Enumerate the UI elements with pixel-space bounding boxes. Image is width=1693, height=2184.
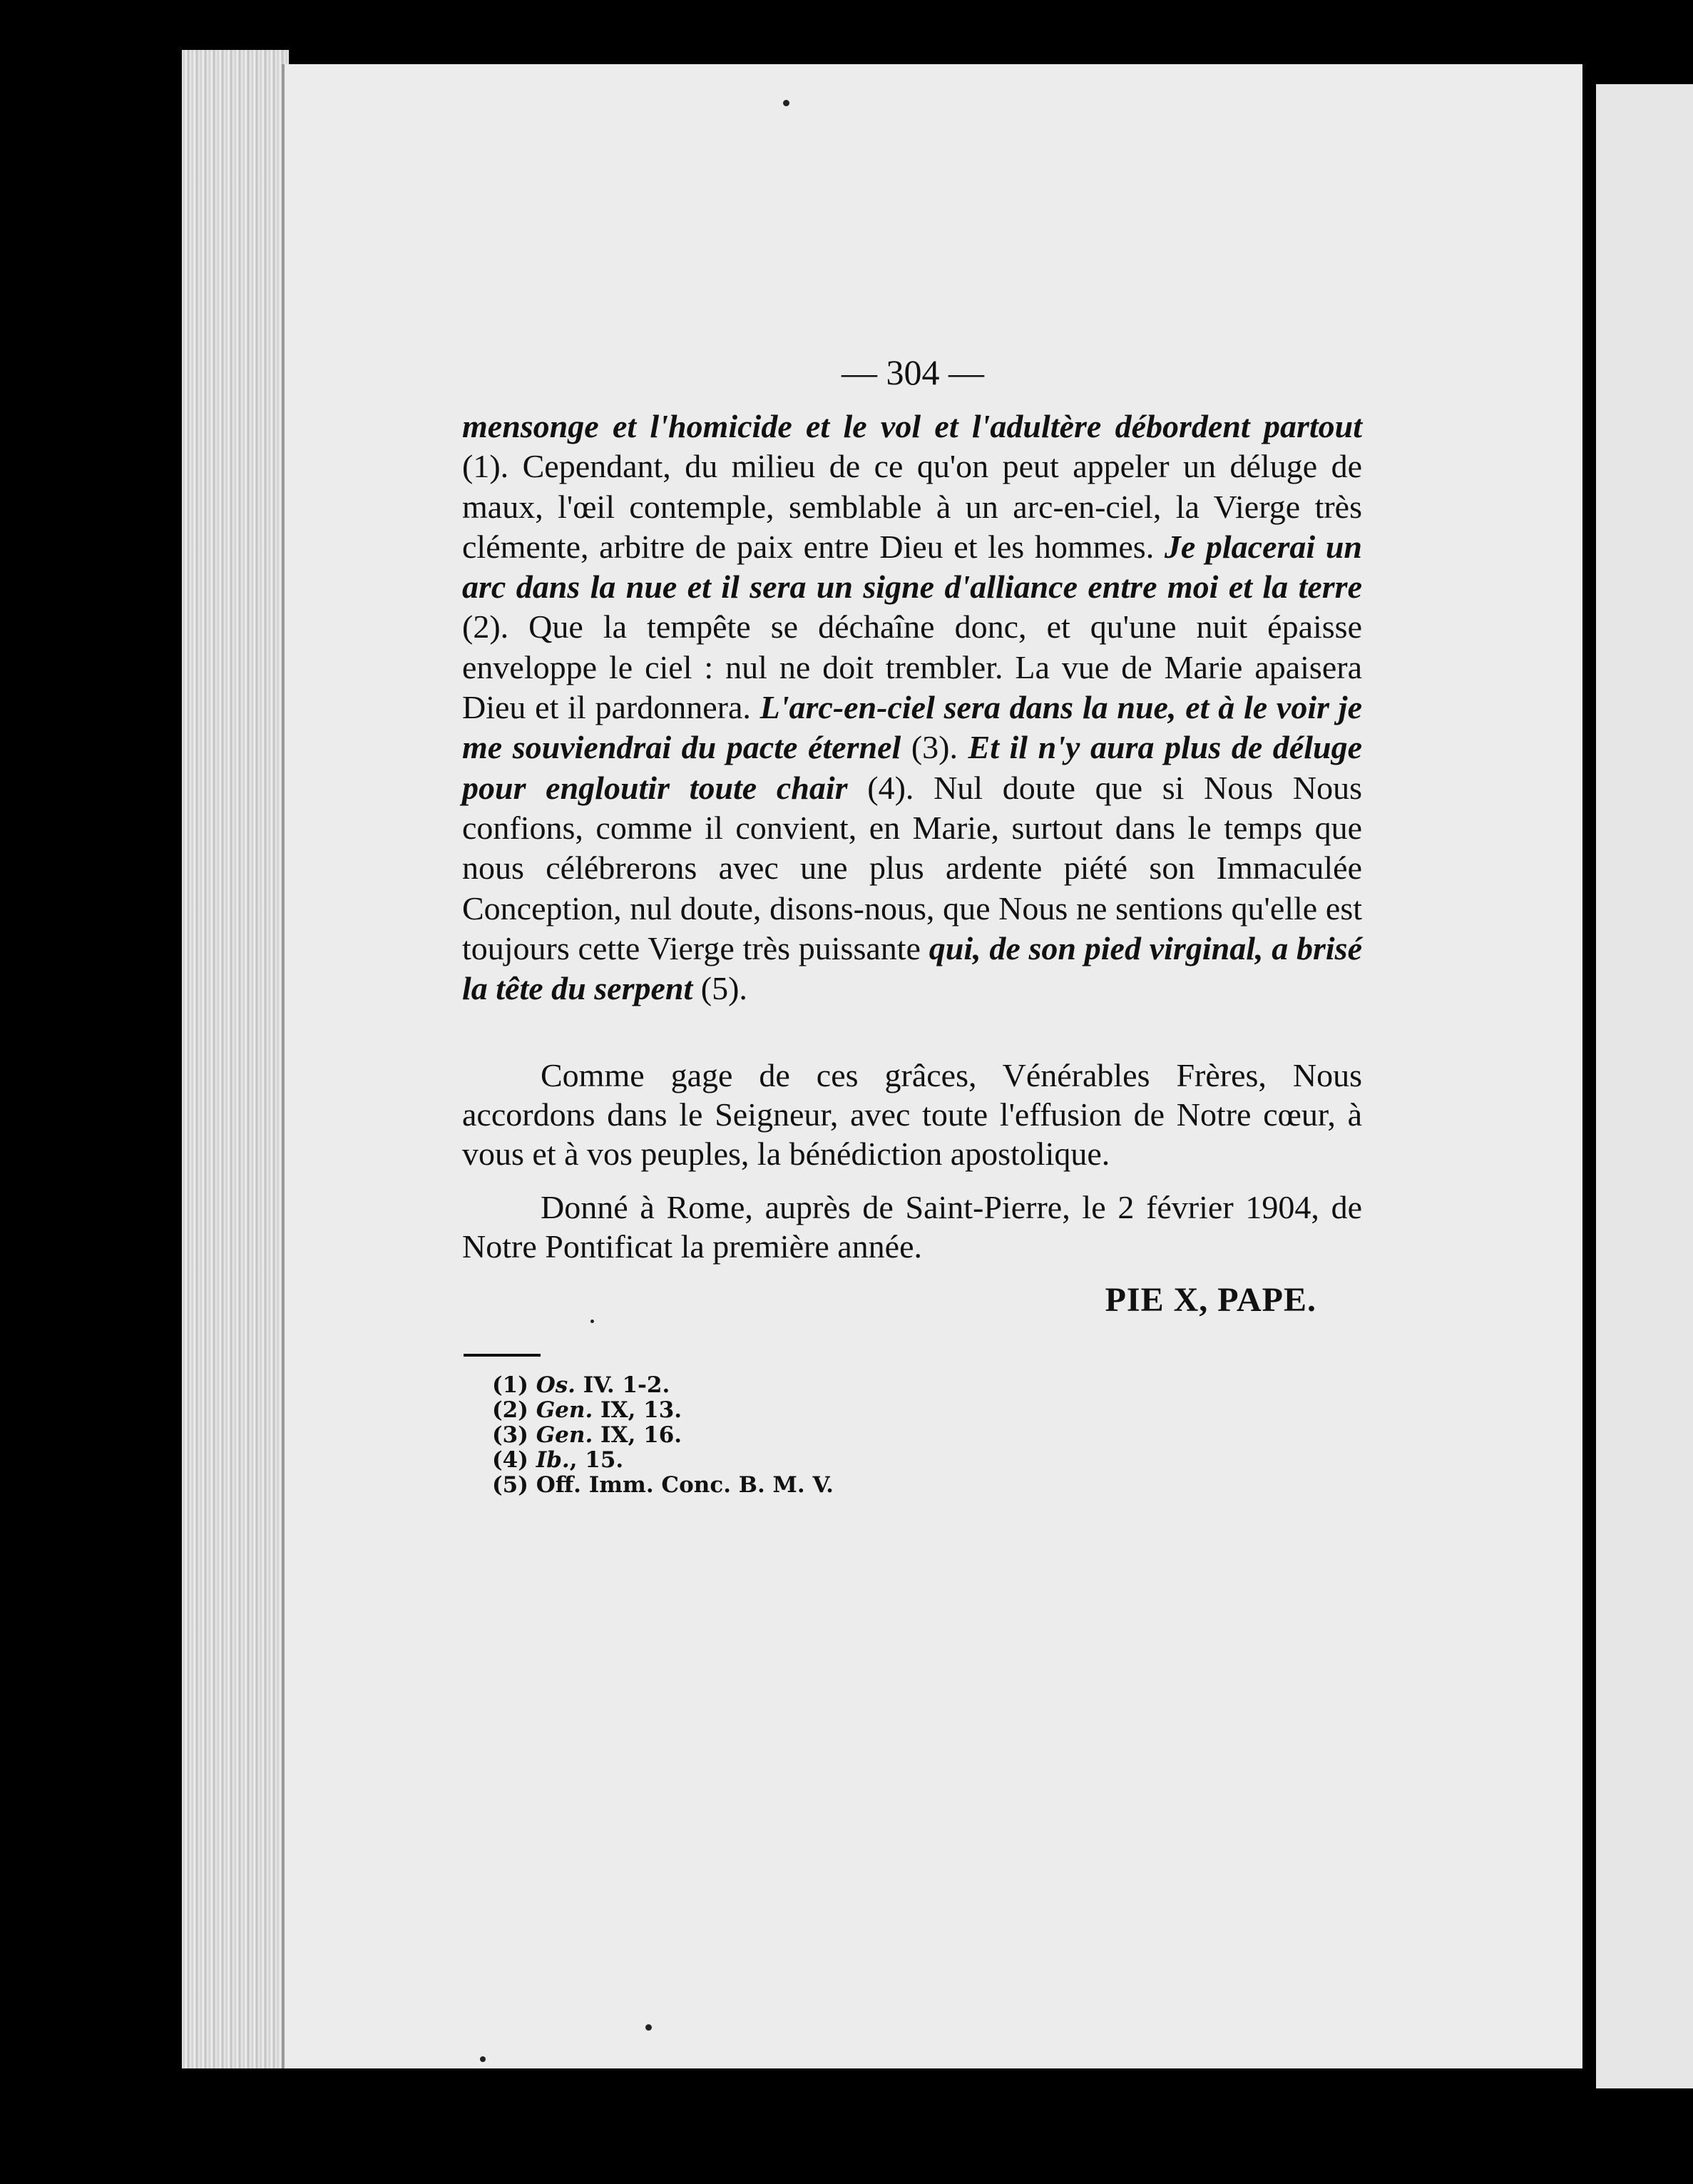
- scripture-quote: Je placerai un arc dans la nue et il sera un signe d'alliance entre moi et la terre: [462, 528, 1362, 606]
- text-run: (2). Que la tempête se déchaîne donc, et qu'une nuit épaisse enveloppe le ciel : nul ne doit trembler. La vue de Marie apaisera Dieu et il pardonnera.: [462, 608, 1362, 726]
- footnote-reference: Gen.: [536, 1397, 593, 1423]
- footnote-text: IX, 13.: [593, 1397, 682, 1423]
- print-speck: [645, 2024, 652, 2031]
- footnote-text: IV. 1-2.: [575, 1372, 670, 1398]
- footnote-reference: Ib.: [536, 1447, 570, 1473]
- footnote-number: (3): [492, 1422, 536, 1448]
- footnote-text: Off. Imm. Conc. B. M. V.: [536, 1472, 834, 1498]
- footnote-item: [492, 1473, 834, 1498]
- print-speck: [480, 2056, 486, 2062]
- footnote-reference: Gen.: [536, 1422, 593, 1448]
- footnote-item: [492, 1373, 834, 1398]
- scripture-quote: qui, de son pied virginal, a brisé la tête du serpent: [462, 929, 1362, 1007]
- scripture-quote: Et il n'y aura plus de déluge pour engloutir toute chair: [462, 729, 1362, 806]
- facing-page-edge: [1596, 84, 1693, 2088]
- footnote-reference: Os.: [536, 1372, 576, 1398]
- print-speck: [783, 100, 789, 106]
- footnote-text: , 15.: [569, 1447, 624, 1473]
- text-run: (1). Cependant, du milieu de ce qu'on peut appeler un déluge de maux, l'œil contemple, semblable à un arc-en-ciel, la Vierge très clémente, arbitre de paix entre Dieu et les hommes.: [462, 448, 1362, 565]
- footnote-number: (2): [492, 1397, 536, 1423]
- footnotes-list: [492, 1373, 834, 1498]
- text-run: (3).: [901, 729, 968, 766]
- footnote-text: IX, 16.: [593, 1422, 682, 1448]
- text-run: (4). Nul doute que si Nous Nous confions, comme il convient, en Marie, surtout dans le temps que nous célébrerons avec une plus ardente piété son Immaculée Conception, nul doute, disons-nous, que Nous ne sentions qu'elle est toujours cette Vierge très puissante: [462, 769, 1362, 966]
- book-page-edges: [182, 50, 289, 2068]
- footnote-number: (1): [492, 1372, 536, 1398]
- scripture-quote: mensonge et l'homicide et le vol et l'adultère débordent partout: [462, 408, 1362, 444]
- closing-paragraph: Comme gage de ces grâces, Vénérables Frères, Nous accordons dans le Seigneur, avec toute l'effusion de Notre cœur, à vous et à vos peuples, la bénédiction apostolique.: [462, 1057, 1362, 1172]
- footnote-number: (4): [492, 1447, 536, 1473]
- footnote-item: [492, 1448, 834, 1473]
- footnote-item: [492, 1423, 834, 1448]
- print-speck: [590, 1320, 594, 1323]
- scripture-quote: L'arc-en-ciel sera dans la nue, et à le voir je me souviendrai du pacte éternel: [462, 689, 1362, 766]
- page-number: — 304 —: [842, 352, 984, 392]
- footnote-number: (5): [492, 1472, 536, 1498]
- dating-paragraph: Donné à Rome, auprès de Saint-Pierre, le 2 février 1904, de Notre Pontificat la première année.: [462, 1189, 1362, 1265]
- paragraph-text: [462, 407, 1362, 1009]
- text-run: (5).: [692, 970, 747, 1007]
- footnote-rule: [464, 1354, 541, 1357]
- main-paragraph: [462, 407, 1362, 1009]
- footnote-item: [492, 1398, 834, 1423]
- signature: PIE X, PAPE.: [1105, 1281, 1316, 1319]
